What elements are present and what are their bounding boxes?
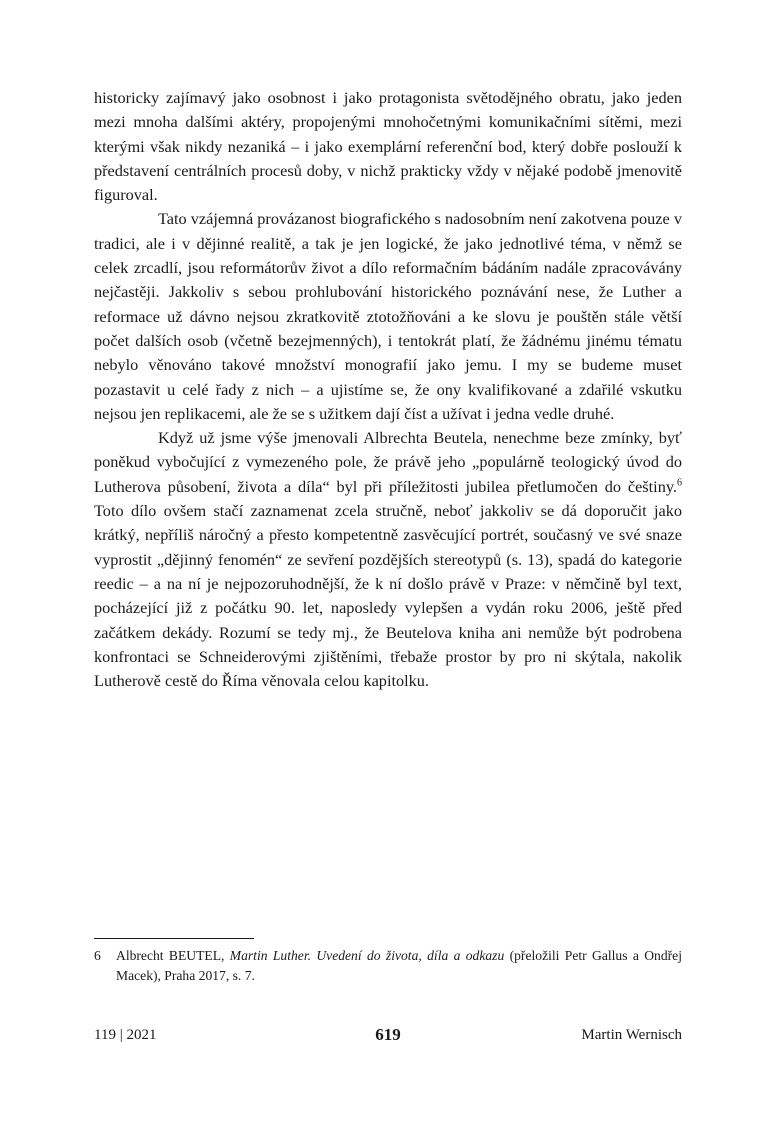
footnote-title: Martin Luther. Uvedení do života, díla a odkazu (229, 948, 505, 963)
paragraph-2: Tato vzájemná provázanost biografického s nadosobním není zakotvena pouze v tradici, ale i v dějinné realitě, a tak je jen logické, že jako jednotlivé téma, v němž se celek zrcadlí, jsou reformátorův život a dílo reformačním bádáním nadále zpracovávány nejčastěji. Jakkoliv s sebou prohlubování historického poznávání nese, že Luther a reformace už dávno nejsou zkratkovitě ztotožňováni a ke slovu je pouštěn stále větší počet dalších osob (včetně bezejmenných), i tentokrát platí, že žádnému jinému tématu nebylo věnováno takové množství monografií jako jemu. I my se budeme muset pozastavit u celé řady z nich – a ujistíme se, že ony kvalifikované a zdařilé vskutku nejsou jen replikacemi, ale že se s užitkem dají číst a užívat i jedna vedle druhé. (94, 209, 682, 423)
paragraph-3-text-b: Toto dílo ovšem stačí zaznamenat zcela stručně, neboť jakkoliv se dá doporučit jako krátký, nepříliš náročný a přesto kompetentně zasvěcující portrét, současný ve své snaze vyprostit „dějinný fenomén“ ze sevření pozdějších stereotypů (s. 13), spadá do kategorie reedic – a na ní je nejpozoruhodnější, že k ní došlo právě v Praze: v němčině byl text, pocházející již z počátku 90. let, naposledy vylepšen a vydán roku 2006, ještě před začátkem dekády. Rozumí se tedy mj., že Beutelova kniha ani nemůže být podrobena konfrontaci se Schneiderovými zjištěními, třebaže prostor by pro ni skýtala, nakolik Lutherově cestě do Říma věnovala celou kapitolku. (94, 501, 682, 691)
author-name: Martin Wernisch (581, 1027, 682, 1043)
footnote-reference[interactable]: 6 (677, 477, 682, 489)
paragraph-3 (94, 426, 682, 693)
page-number: 619 (375, 1025, 401, 1044)
footnote-divider (94, 938, 254, 939)
footnote (94, 946, 682, 985)
main-text (94, 86, 682, 693)
page-footer (94, 1025, 682, 1047)
paragraph-1: historicky zajímavý jako osobnost i jako protagonista světodějného obratu, jako jeden mezi mnoha dalšími aktéry, propojenými mnohočetnými komunikačními sítěmi, mezi kterými však nikdy nezaniká – i jako exemplární referenční bod, který dobře poslouží k představení centrálních procesů doby, v nichž prakticky vždy v nějaké podobě jmenovitě figuroval. (94, 88, 682, 205)
footnote-number: 6 (94, 948, 101, 963)
footnote-rest: (přeložili Petr Gallus a Ondřej Macek), Praha 2017, s. 7. (116, 948, 682, 983)
issue-label: 119 | 2021 (94, 1027, 157, 1043)
paragraph-3-text-a: Když už jsme výše jmenovali Albrechta Beutela, nenechme beze zmínky, byť poněkud vybočující z vymezeného pole, že právě jeho „populárně teologický úvod do Lutherova působení, života a díla“ byl při příležitosti jubilea přetlumočen do češtiny. (94, 428, 682, 496)
footnote-text (116, 946, 682, 985)
footnote-author: Albrecht BEUTEL, (116, 948, 225, 963)
